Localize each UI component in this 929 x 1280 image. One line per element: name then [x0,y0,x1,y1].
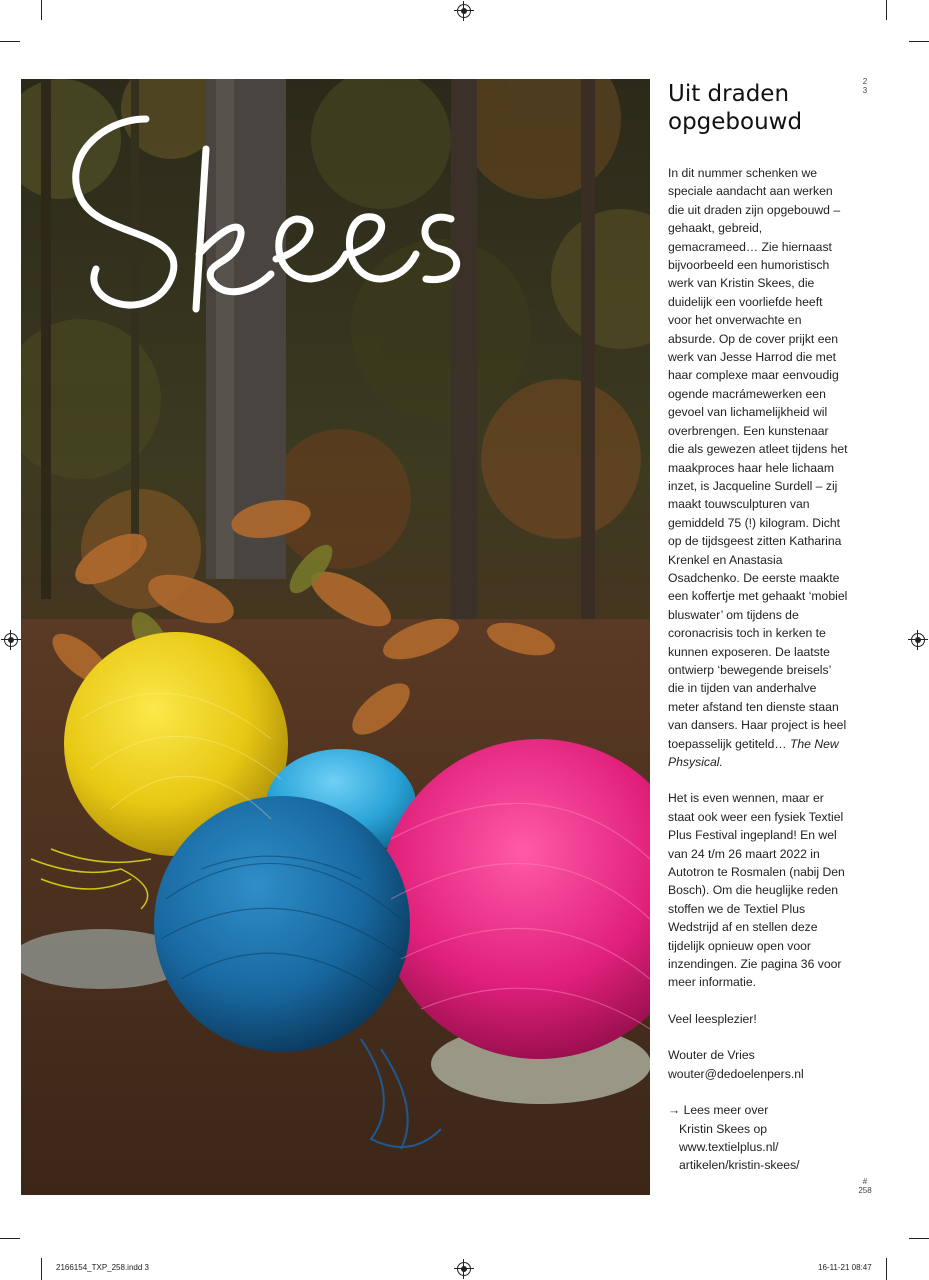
page-marker-digit: 2 [862,77,868,86]
read-more-line: Kristin Skees op [679,1121,768,1136]
read-more-url[interactable]: artikelen/kristin-skees/ [679,1158,800,1173]
crop-mark [886,1258,887,1280]
paragraph-text: In dit nummer schenken we speciale aandacht aan werken die uit draden zijn opgebouwd – gehaakt, gebreid, gemacrameed… Zie hiernaast bijvoorbeeld een humoristisch werk van Kristin Skees, die duidelijk een voorliefde heeft voor het onverwachte en absurde. Op de cover prijkt een werk van Jesse Harrod die met haar complexe maar eenvoudig ogende macrámewerken een gevoel van lichamelijkheid wil overbrengen. Een kunstenaar die als gewezen atleet tijdens het maakproces haar hele lichaam inzet, is Jacqueline Surdell – zij maakt touwsculpturen van gemiddeld 75 (!) kilogram. Dicht op de tijdsgeest zitten Katharina Krenkel en Anastasia Osadchenko. De eerste maakte een koffertje met gehaakt ‘mobiel bluswater’ om tijdens de coronacrisis toch in kerken te kunnen exposeren. De laatste ontwierp ‘bewegende breisels’ die in tijden van anderhalve meter afstand ten dienste staan van dansers. Haar project is heel toepasselijk getiteld… [668,166,848,751]
page-marker-digit: 3 [862,86,868,95]
author-email[interactable]: wouter@dedoelenpers.nl [668,1066,804,1081]
crop-mark [909,1238,929,1239]
read-more-block[interactable] [668,1101,848,1175]
crop-mark [909,41,929,42]
crop-mark [41,0,42,20]
author-name: Wouter de Vries [668,1048,755,1063]
registration-mark-icon [4,633,18,647]
crop-mark [886,0,887,20]
editorial-column [668,80,848,1175]
hash-symbol: # [862,1177,868,1186]
page-marker-top [860,77,870,95]
page-number-value: 258 [858,1186,872,1195]
paragraph [668,164,848,771]
crop-mark [0,41,20,42]
title-line: opgebouwd [668,109,803,135]
registration-mark-icon [457,1262,471,1276]
artwork-photo [21,79,650,1195]
crop-mark [41,1258,42,1280]
read-more-url[interactable]: www.textielplus.nl/ [679,1139,779,1154]
page-number [855,1177,875,1195]
italic-title: The New Phsysical. [668,736,839,769]
registration-mark-icon [911,633,925,647]
article-title [668,80,848,136]
slug-file: 2166154_TXP_258.indd 3 [56,1263,149,1272]
crop-mark [0,1238,20,1239]
registration-mark-icon [457,4,471,18]
title-line: Uit draden [668,81,790,107]
article-body [668,164,848,1083]
yarn-balls-image [21,79,650,1195]
slug-date: 16-11-21 08:47 [818,1263,872,1272]
paragraph: Veel leesplezier! [668,1011,757,1026]
read-more-line: → Lees meer over [668,1103,769,1118]
paragraph: Het is even wennen, maar er staat ook weer een fysiek Textiel Plus Festival ingepland! En wel van 24 t/m 26 maart 2022 in Autotron te Rosmalen (nabij Den Bosch). Om die heuglijke reden stoffen we de Textiel Plus Wedstrijd af en stellen deze tijdelijk opnieuw open voor inzendingen. Zie pagina 36 voor meer informatie. [668,791,845,990]
